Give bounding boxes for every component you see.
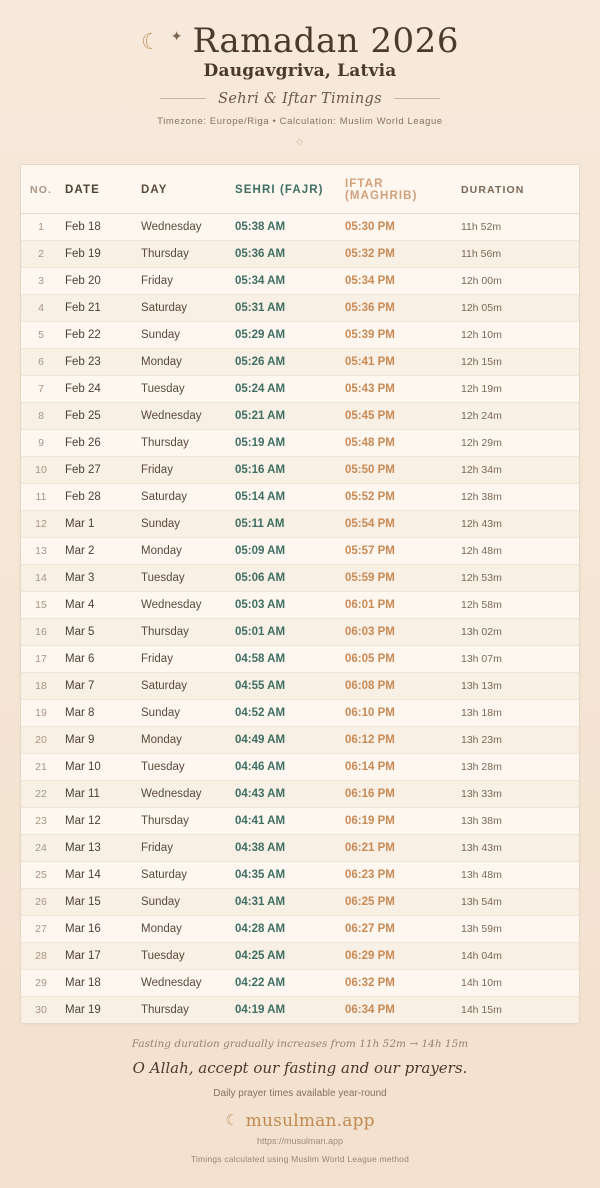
- cell-duration: 11h 56m: [459, 240, 579, 267]
- table-head: [21, 165, 579, 214]
- cell-duration: 13h 54m: [459, 888, 579, 915]
- cell-duration: 13h 43m: [459, 834, 579, 861]
- cell-no: 7: [21, 375, 61, 402]
- cell-iftar: 05:57 PM: [341, 537, 459, 564]
- cell-no: 22: [21, 780, 61, 807]
- cell-date: Feb 28: [61, 483, 139, 510]
- cell-duration: 13h 13m: [459, 672, 579, 699]
- subtitle: Sehri & Iftar Timings: [218, 90, 382, 107]
- cell-sehri: 04:43 AM: [231, 780, 341, 807]
- cell-date: Feb 22: [61, 321, 139, 348]
- cell-day: Friday: [139, 267, 231, 294]
- cell-day: Wednesday: [139, 969, 231, 996]
- cell-iftar: 05:59 PM: [341, 564, 459, 591]
- table-row: [21, 564, 579, 591]
- cell-date: Mar 7: [61, 672, 139, 699]
- table-row: [21, 942, 579, 969]
- cell-sehri: 05:31 AM: [231, 294, 341, 321]
- cell-no: 25: [21, 861, 61, 888]
- column-header-day: DAY: [139, 165, 231, 214]
- city-subtitle: Daugavgriva, Latvia: [203, 60, 397, 81]
- star-icon: ✦: [170, 27, 183, 44]
- cell-day: Sunday: [139, 321, 231, 348]
- cell-duration: 12h 48m: [459, 537, 579, 564]
- cell-no: 12: [21, 510, 61, 537]
- cell-day: Monday: [139, 915, 231, 942]
- cell-no: 19: [21, 699, 61, 726]
- subtitle-row: [20, 91, 580, 107]
- cell-duration: 12h 34m: [459, 456, 579, 483]
- cell-duration: 12h 15m: [459, 348, 579, 375]
- cell-date: Feb 24: [61, 375, 139, 402]
- cell-date: Mar 6: [61, 645, 139, 672]
- brand-url[interactable]: https://musulman.app: [256, 1135, 344, 1146]
- cell-date: Mar 11: [61, 780, 139, 807]
- cell-iftar: 06:19 PM: [341, 807, 459, 834]
- cell-date: Mar 3: [61, 564, 139, 591]
- cell-iftar: 06:08 PM: [341, 672, 459, 699]
- cell-day: Monday: [139, 348, 231, 375]
- cell-iftar: 05:50 PM: [341, 456, 459, 483]
- cell-sehri: 05:06 AM: [231, 564, 341, 591]
- cell-duration: 13h 18m: [459, 699, 579, 726]
- table-row: [21, 321, 579, 348]
- crescent-moon-icon: ☾: [141, 28, 161, 54]
- cell-no: 1: [21, 213, 61, 240]
- cell-duration: 13h 59m: [459, 915, 579, 942]
- cell-iftar: 06:25 PM: [341, 888, 459, 915]
- cell-date: Mar 12: [61, 807, 139, 834]
- cell-no: 9: [21, 429, 61, 456]
- cell-iftar: 06:23 PM: [341, 861, 459, 888]
- cell-no: 30: [21, 996, 61, 1023]
- cell-date: Feb 27: [61, 456, 139, 483]
- cell-sehri: 05:38 AM: [231, 213, 341, 240]
- cell-sehri: 05:09 AM: [231, 537, 341, 564]
- cell-day: Wednesday: [139, 402, 231, 429]
- cell-day: Saturday: [139, 672, 231, 699]
- cell-day: Thursday: [139, 996, 231, 1023]
- cell-sehri: 05:14 AM: [231, 483, 341, 510]
- cell-duration: 13h 23m: [459, 726, 579, 753]
- cell-iftar: 05:36 PM: [341, 294, 459, 321]
- cell-sehri: 05:29 AM: [231, 321, 341, 348]
- cell-sehri: 05:01 AM: [231, 618, 341, 645]
- cell-no: 20: [21, 726, 61, 753]
- cell-duration: 12h 58m: [459, 591, 579, 618]
- cell-day: Saturday: [139, 294, 231, 321]
- cell-no: 2: [21, 240, 61, 267]
- cell-date: Feb 25: [61, 402, 139, 429]
- cell-no: 6: [21, 348, 61, 375]
- cell-sehri: 04:46 AM: [231, 753, 341, 780]
- cell-no: 29: [21, 969, 61, 996]
- cell-iftar: 05:39 PM: [341, 321, 459, 348]
- rule-right: [394, 98, 440, 99]
- table-row: [21, 294, 579, 321]
- cell-date: Mar 4: [61, 591, 139, 618]
- dua-text: O Allah, accept our fasting and our prayers.: [132, 1058, 468, 1077]
- cell-date: Mar 14: [61, 861, 139, 888]
- cell-sehri: 05:03 AM: [231, 591, 341, 618]
- brand-row[interactable]: [20, 1111, 580, 1131]
- column-header-duration: DURATION: [459, 165, 579, 214]
- column-header-sehri: SEHRI (FAJR): [231, 165, 341, 214]
- cell-no: 18: [21, 672, 61, 699]
- cell-no: 13: [21, 537, 61, 564]
- cell-no: 14: [21, 564, 61, 591]
- cell-sehri: 05:36 AM: [231, 240, 341, 267]
- cell-sehri: 04:52 AM: [231, 699, 341, 726]
- cell-date: Feb 18: [61, 213, 139, 240]
- cell-iftar: 06:14 PM: [341, 753, 459, 780]
- cell-day: Sunday: [139, 699, 231, 726]
- table-row: [21, 240, 579, 267]
- cell-day: Tuesday: [139, 753, 231, 780]
- cell-date: Feb 20: [61, 267, 139, 294]
- cell-iftar: 06:34 PM: [341, 996, 459, 1023]
- cell-iftar: 06:29 PM: [341, 942, 459, 969]
- cell-sehri: 04:22 AM: [231, 969, 341, 996]
- cell-iftar: 06:16 PM: [341, 780, 459, 807]
- table-header-row: [21, 165, 579, 214]
- cell-duration: 11h 52m: [459, 213, 579, 240]
- cell-duration: 12h 24m: [459, 402, 579, 429]
- cell-no: 21: [21, 753, 61, 780]
- cell-date: Mar 5: [61, 618, 139, 645]
- cell-iftar: 05:32 PM: [341, 240, 459, 267]
- cell-day: Saturday: [139, 861, 231, 888]
- cell-day: Sunday: [139, 888, 231, 915]
- cell-duration: 13h 02m: [459, 618, 579, 645]
- cell-day: Monday: [139, 537, 231, 564]
- cell-iftar: 05:48 PM: [341, 429, 459, 456]
- cell-day: Tuesday: [139, 942, 231, 969]
- cell-day: Thursday: [139, 429, 231, 456]
- table-row: [21, 753, 579, 780]
- cell-duration: 13h 33m: [459, 780, 579, 807]
- cell-duration: 12h 38m: [459, 483, 579, 510]
- cell-day: Thursday: [139, 807, 231, 834]
- cell-sehri: 04:28 AM: [231, 915, 341, 942]
- table-row: [21, 537, 579, 564]
- column-header-date: DATE: [61, 165, 139, 214]
- cell-date: Mar 1: [61, 510, 139, 537]
- cell-day: Tuesday: [139, 564, 231, 591]
- cell-date: Feb 23: [61, 348, 139, 375]
- cell-iftar: 06:05 PM: [341, 645, 459, 672]
- cell-day: Wednesday: [139, 780, 231, 807]
- availability-text: Daily prayer times available year-round: [213, 1087, 387, 1099]
- cell-day: Thursday: [139, 618, 231, 645]
- table-row: [21, 591, 579, 618]
- cell-date: Feb 21: [61, 294, 139, 321]
- rule-left: [160, 98, 206, 99]
- cell-date: Mar 19: [61, 996, 139, 1023]
- cell-sehri: 05:24 AM: [231, 375, 341, 402]
- cell-date: Feb 19: [61, 240, 139, 267]
- cell-date: Mar 15: [61, 888, 139, 915]
- cell-day: Wednesday: [139, 213, 231, 240]
- table-row: [21, 672, 579, 699]
- cell-date: Mar 10: [61, 753, 139, 780]
- cell-day: Tuesday: [139, 375, 231, 402]
- cell-iftar: 05:45 PM: [341, 402, 459, 429]
- cell-date: Mar 2: [61, 537, 139, 564]
- table-row: [21, 402, 579, 429]
- cell-date: Mar 9: [61, 726, 139, 753]
- cell-no: 26: [21, 888, 61, 915]
- cell-duration: 14h 04m: [459, 942, 579, 969]
- cell-no: 28: [21, 942, 61, 969]
- cell-duration: 12h 29m: [459, 429, 579, 456]
- cell-sehri: 04:35 AM: [231, 861, 341, 888]
- diamond-ornament-icon: ◇: [296, 136, 304, 146]
- cell-iftar: 05:54 PM: [341, 510, 459, 537]
- cell-iftar: 05:41 PM: [341, 348, 459, 375]
- timings-table-card: [20, 164, 580, 1024]
- cell-date: Mar 17: [61, 942, 139, 969]
- page-title: Ramadan 2026: [192, 21, 459, 61]
- cell-day: Friday: [139, 645, 231, 672]
- cell-duration: 13h 48m: [459, 861, 579, 888]
- cell-no: 5: [21, 321, 61, 348]
- cell-duration: 12h 10m: [459, 321, 579, 348]
- cell-day: Wednesday: [139, 591, 231, 618]
- column-header-no: NO.: [21, 165, 61, 214]
- calculation-method-note: Timings calculated using Muslim World League method: [190, 1153, 410, 1164]
- cell-day: Saturday: [139, 483, 231, 510]
- table-row: [21, 780, 579, 807]
- cell-sehri: 04:58 AM: [231, 645, 341, 672]
- cell-duration: 12h 00m: [459, 267, 579, 294]
- cell-no: 23: [21, 807, 61, 834]
- duration-note: Fasting duration gradually increases from 11h 52m → 14h 15m: [131, 1037, 469, 1050]
- table-row: [21, 915, 579, 942]
- title-row: [20, 21, 580, 61]
- cell-no: 17: [21, 645, 61, 672]
- cell-sehri: 05:21 AM: [231, 402, 341, 429]
- table-row: [21, 726, 579, 753]
- cell-sehri: 05:34 AM: [231, 267, 341, 294]
- cell-day: Friday: [139, 456, 231, 483]
- cell-iftar: 06:10 PM: [341, 699, 459, 726]
- table-row: [21, 213, 579, 240]
- table-row: [21, 483, 579, 510]
- cell-sehri: 04:25 AM: [231, 942, 341, 969]
- cell-duration: 13h 07m: [459, 645, 579, 672]
- table-row: [21, 618, 579, 645]
- cell-duration: 12h 19m: [459, 375, 579, 402]
- cell-no: 3: [21, 267, 61, 294]
- cell-sehri: 04:49 AM: [231, 726, 341, 753]
- cell-sehri: 04:55 AM: [231, 672, 341, 699]
- cell-iftar: 05:43 PM: [341, 375, 459, 402]
- cell-duration: 13h 38m: [459, 807, 579, 834]
- cell-sehri: 04:41 AM: [231, 807, 341, 834]
- table-row: [21, 969, 579, 996]
- brand-crescent-moon-icon: ☾: [225, 1112, 239, 1130]
- page-header: [0, 0, 600, 150]
- page-footer: [0, 1024, 600, 1188]
- cell-day: Sunday: [139, 510, 231, 537]
- cell-no: 11: [21, 483, 61, 510]
- cell-no: 27: [21, 915, 61, 942]
- table-row: [21, 375, 579, 402]
- cell-no: 8: [21, 402, 61, 429]
- table-row: [21, 996, 579, 1023]
- cell-date: Mar 18: [61, 969, 139, 996]
- table-body: [21, 213, 579, 1023]
- cell-sehri: 05:11 AM: [231, 510, 341, 537]
- cell-date: Mar 13: [61, 834, 139, 861]
- cell-iftar: 06:03 PM: [341, 618, 459, 645]
- cell-duration: 14h 15m: [459, 996, 579, 1023]
- cell-iftar: 05:34 PM: [341, 267, 459, 294]
- table-row: [21, 348, 579, 375]
- timings-table: [21, 165, 579, 1023]
- table-row: [21, 645, 579, 672]
- cell-date: Mar 16: [61, 915, 139, 942]
- cell-sehri: 05:26 AM: [231, 348, 341, 375]
- cell-duration: 13h 28m: [459, 753, 579, 780]
- cell-no: 4: [21, 294, 61, 321]
- cell-iftar: 05:52 PM: [341, 483, 459, 510]
- cell-iftar: 06:27 PM: [341, 915, 459, 942]
- cell-day: Friday: [139, 834, 231, 861]
- cell-no: 16: [21, 618, 61, 645]
- table-row: [21, 456, 579, 483]
- cell-date: Mar 8: [61, 699, 139, 726]
- cell-no: 10: [21, 456, 61, 483]
- cell-iftar: 06:21 PM: [341, 834, 459, 861]
- cell-day: Thursday: [139, 240, 231, 267]
- table-row: [21, 807, 579, 834]
- cell-duration: 12h 53m: [459, 564, 579, 591]
- cell-iftar: 06:01 PM: [341, 591, 459, 618]
- cell-duration: 12h 43m: [459, 510, 579, 537]
- cell-iftar: 06:12 PM: [341, 726, 459, 753]
- cell-sehri: 04:31 AM: [231, 888, 341, 915]
- cell-sehri: 05:19 AM: [231, 429, 341, 456]
- cell-day: Monday: [139, 726, 231, 753]
- table-row: [21, 699, 579, 726]
- cell-duration: 14h 10m: [459, 969, 579, 996]
- brand-name[interactable]: musulman.app: [245, 1110, 375, 1131]
- cell-sehri: 04:38 AM: [231, 834, 341, 861]
- table-row: [21, 429, 579, 456]
- column-header-iftar: IFTAR (MAGHRIB): [341, 165, 459, 214]
- cell-no: 24: [21, 834, 61, 861]
- cell-iftar: 05:30 PM: [341, 213, 459, 240]
- cell-no: 15: [21, 591, 61, 618]
- cell-sehri: 05:16 AM: [231, 456, 341, 483]
- table-row: [21, 267, 579, 294]
- table-row: [21, 510, 579, 537]
- cell-iftar: 06:32 PM: [341, 969, 459, 996]
- cell-duration: 12h 05m: [459, 294, 579, 321]
- timezone-method-meta: Timezone: Europe/Riga • Calculation: Muslim World League: [157, 115, 443, 127]
- table-row: [21, 834, 579, 861]
- cell-sehri: 04:19 AM: [231, 996, 341, 1023]
- table-row: [21, 861, 579, 888]
- table-row: [21, 888, 579, 915]
- cell-date: Feb 26: [61, 429, 139, 456]
